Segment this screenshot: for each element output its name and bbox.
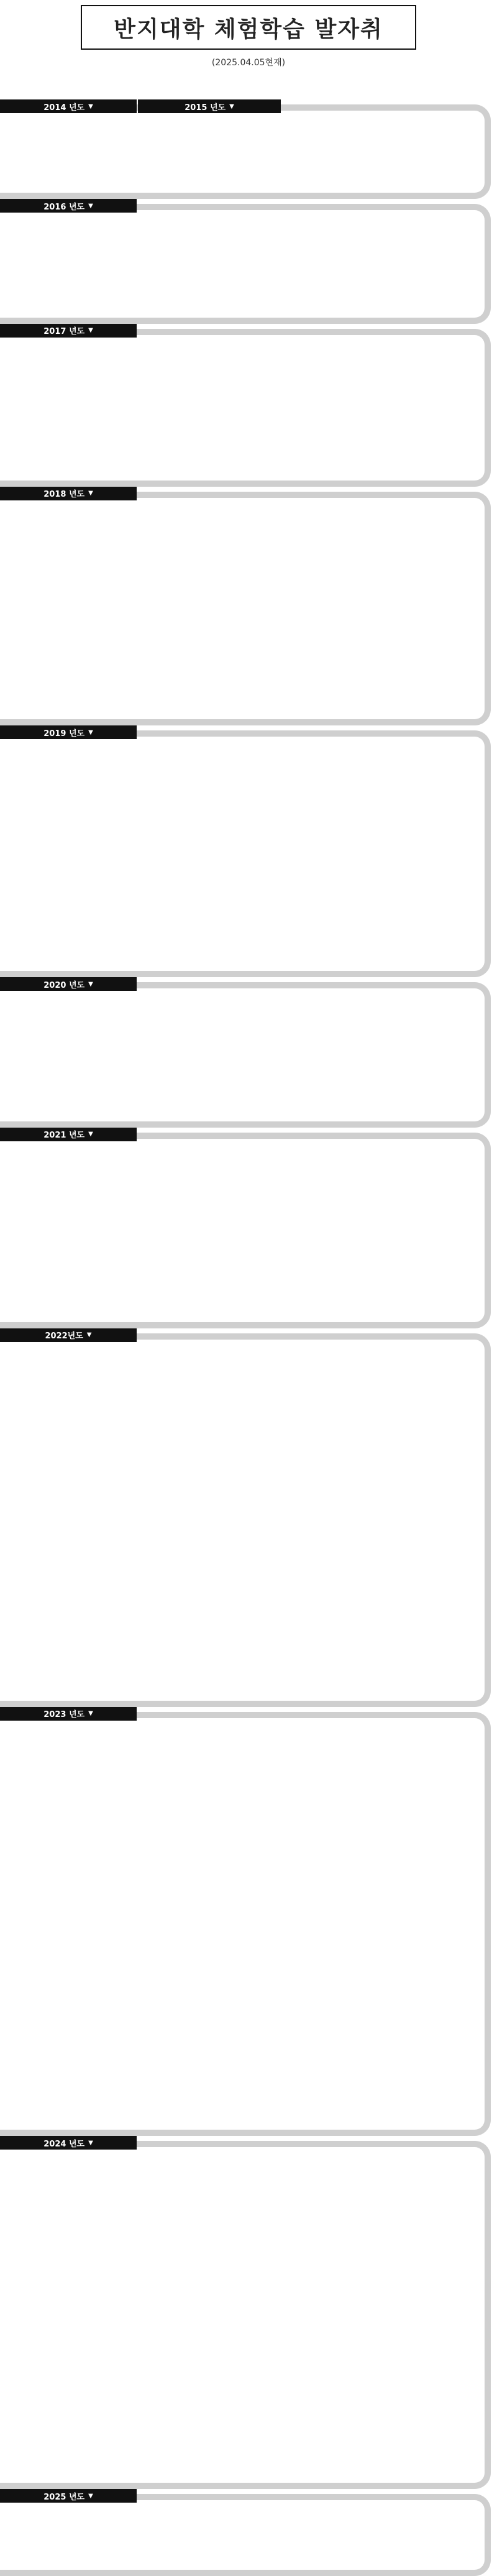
timeline-road (0, 1133, 491, 1328)
year-header[interactable] (0, 324, 137, 338)
year-label: 2022년도 (45, 1332, 83, 1341)
year-header[interactable] (0, 99, 137, 113)
year-section (0, 1128, 497, 1320)
dropdown-triangle-icon: ▼ (88, 327, 93, 334)
year-label: 2025 년도 (43, 2492, 85, 2502)
dropdown-triangle-icon: ▼ (88, 980, 93, 988)
year-label: 2021 년도 (43, 1131, 85, 1141)
dropdown-triangle-icon: ▼ (88, 729, 93, 736)
year-section (0, 977, 497, 1119)
page-title: 반지대학 체험학습 발자취 (114, 16, 383, 42)
page-title-box (81, 5, 416, 50)
timeline-track (0, 99, 497, 2502)
dropdown-triangle-icon: ▼ (88, 490, 93, 497)
year-label: 2015 년도 (185, 103, 226, 113)
year-header[interactable] (0, 199, 137, 213)
timeline-road (0, 492, 491, 725)
year-section (0, 1707, 497, 2127)
dropdown-triangle-icon: ▼ (88, 1710, 93, 1718)
year-header[interactable] (0, 1128, 137, 1141)
timeline-road (0, 329, 491, 487)
dropdown-triangle-icon: ▼ (88, 202, 93, 209)
year-section (0, 725, 497, 968)
timeline-road (0, 1333, 491, 1707)
dropdown-triangle-icon: ▼ (88, 103, 93, 110)
dropdown-triangle-icon: ▼ (86, 1332, 92, 1339)
page-subtitle: (2025.04.05현재) (211, 58, 286, 68)
timeline-road (0, 2494, 491, 2576)
year-header[interactable] (0, 1707, 137, 1721)
year-label: 2018 년도 (43, 490, 85, 500)
timeline-road (0, 730, 491, 977)
timeline-road (0, 2141, 491, 2489)
year-label: 2020 년도 (43, 980, 85, 990)
dropdown-triangle-icon: ▼ (88, 2139, 93, 2146)
dropdown-triangle-icon: ▼ (229, 103, 234, 110)
year-section (0, 99, 497, 190)
timeline-road (0, 204, 491, 324)
year-section (0, 2136, 497, 2480)
year-label: 2023 년도 (43, 1710, 85, 1720)
year-section (0, 2489, 497, 2567)
timeline-road (0, 104, 491, 199)
year-header[interactable] (0, 977, 137, 991)
timeline-road (0, 982, 491, 1128)
year-label: 2019 년도 (43, 729, 85, 738)
year-label: 2024 년도 (43, 2139, 85, 2149)
year-section (0, 324, 497, 478)
year-header[interactable] (0, 2136, 137, 2150)
year-section (0, 1328, 497, 1698)
timeline-road (0, 1712, 491, 2136)
year-header[interactable] (138, 99, 281, 113)
year-label: 2016 년도 (43, 202, 85, 212)
year-label: 2017 년도 (43, 327, 85, 337)
year-header[interactable] (0, 725, 137, 739)
dropdown-triangle-icon: ▼ (88, 1131, 93, 1138)
year-header[interactable] (0, 1328, 137, 1342)
year-section (0, 199, 497, 315)
year-header[interactable] (0, 487, 137, 500)
year-header[interactable] (0, 2489, 137, 2503)
dropdown-triangle-icon: ▼ (88, 2492, 93, 2500)
year-section (0, 487, 497, 717)
year-label: 2014 년도 (43, 103, 85, 113)
